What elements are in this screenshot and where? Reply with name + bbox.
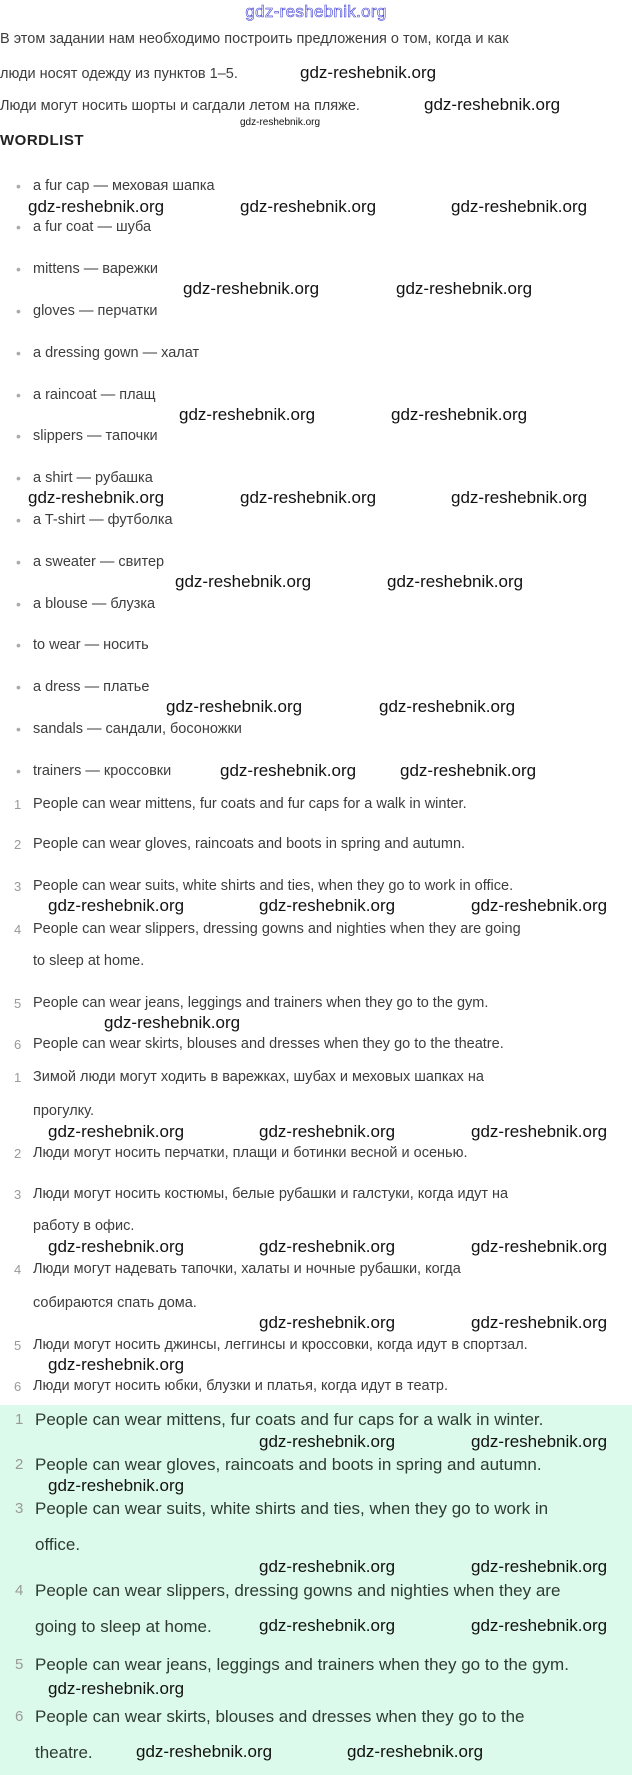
highlighted-answer-line: office. bbox=[35, 1535, 81, 1554]
english-answer-line: People can wear suits, white shirts and ties, when they go to work in office. bbox=[33, 878, 514, 894]
bullet-icon: • bbox=[16, 470, 21, 486]
watermark-text: gdz-reshebnik.org bbox=[400, 761, 537, 780]
english-answer-line: People can wear slippers, dressing gowns and nighties when they are going bbox=[33, 921, 521, 937]
watermark-text: gdz-reshebnik.org bbox=[471, 1557, 608, 1576]
bullet-icon: • bbox=[16, 554, 21, 570]
answer-number: 4 bbox=[15, 1582, 24, 1599]
wordlist-item: a dress — платье bbox=[33, 679, 150, 695]
answer-number: 2 bbox=[14, 1146, 22, 1161]
highlighted-answer-line: People can wear suits, white shirts and ties, when they go to work in bbox=[35, 1499, 549, 1518]
bullet-icon: • bbox=[16, 178, 21, 194]
watermark-text: gdz-reshebnik.org bbox=[28, 197, 165, 216]
watermark-text: gdz-reshebnik.org bbox=[259, 1557, 396, 1576]
watermark-text: gdz-reshebnik.org bbox=[175, 572, 312, 591]
english-answer-line: People can wear mittens, fur coats and fur caps for a walk in winter. bbox=[33, 796, 467, 812]
russian-answer-line: прогулку. bbox=[33, 1103, 94, 1119]
watermark-text: gdz-reshebnik.org bbox=[48, 1355, 185, 1374]
watermark-text: gdz-reshebnik.org bbox=[396, 279, 533, 298]
watermark-text: gdz-reshebnik.org bbox=[387, 572, 524, 591]
site-logo-watermark[interactable]: gdz-reshebnik.org bbox=[245, 2, 387, 21]
watermark-text: gdz-reshebnik.org bbox=[471, 1237, 608, 1256]
watermark-text: gdz-reshebnik.org bbox=[48, 1122, 185, 1141]
wordlist-item: a T-shirt — футболка bbox=[33, 512, 173, 528]
watermark-text: gdz-reshebnik.org bbox=[183, 279, 320, 298]
highlighted-answer-line: People can wear mittens, fur coats and fur caps for a walk in winter. bbox=[35, 1410, 544, 1429]
wordlist-item: a sweater — свитер bbox=[33, 554, 165, 570]
highlighted-answer-line: going to sleep at home. bbox=[35, 1617, 212, 1636]
bullet-icon: • bbox=[16, 512, 21, 528]
wordlist-item: gloves — перчатки bbox=[33, 303, 158, 319]
wordlist-item: a dressing gown — халат bbox=[33, 345, 200, 361]
watermark-text: gdz-reshebnik.org bbox=[347, 1742, 484, 1761]
bullet-icon: • bbox=[16, 387, 21, 403]
russian-answer-line: Люди могут носить джинсы, леггинсы и кроссовки, когда идут в спортзал. bbox=[33, 1337, 528, 1353]
watermark-text: gdz-reshebnik.org bbox=[451, 488, 588, 507]
answer-number: 5 bbox=[14, 996, 22, 1011]
answer-number: 2 bbox=[15, 1456, 24, 1473]
watermark-text: gdz-reshebnik.org bbox=[179, 405, 316, 424]
intro-line-2: люди носят одежду из пунктов 1–5. bbox=[0, 66, 238, 82]
watermark-text: gdz-reshebnik.org bbox=[391, 405, 528, 424]
bullet-icon: • bbox=[16, 428, 21, 444]
answer-number: 3 bbox=[14, 1187, 22, 1202]
answer-number: 6 bbox=[14, 1379, 22, 1394]
watermark-text: gdz-reshebnik.org bbox=[48, 896, 185, 915]
answer-number: 2 bbox=[14, 837, 22, 852]
answer-number: 5 bbox=[15, 1656, 24, 1673]
watermark-text: gdz-reshebnik.org bbox=[424, 95, 561, 114]
russian-answer-line: Люди могут носить юбки, блузки и платья, когда идут в театр. bbox=[33, 1378, 448, 1394]
watermark-text: gdz-reshebnik.org bbox=[48, 1237, 185, 1256]
russian-answer-line: работу в офис. bbox=[33, 1218, 135, 1234]
wordlist-item: to wear — носить bbox=[33, 637, 149, 653]
watermark-text: gdz-reshebnik.org bbox=[48, 1679, 185, 1698]
wordlist-item: sandals — сандали, босоножки bbox=[33, 721, 242, 737]
watermark-text: gdz-reshebnik.org bbox=[259, 1432, 396, 1451]
highlighted-answer-line: People can wear slippers, dressing gowns and nighties when they are bbox=[35, 1581, 561, 1600]
wordlist-item: slippers — тапочки bbox=[33, 428, 158, 444]
bullet-icon: • bbox=[16, 303, 21, 319]
watermark-text: gdz-reshebnik.org bbox=[136, 1742, 273, 1761]
answer-number: 6 bbox=[14, 1037, 22, 1052]
bullet-icon: • bbox=[16, 637, 21, 653]
bullet-icon: • bbox=[16, 679, 21, 695]
intro-example: Люди могут носить шорты и сагдали летом на пляже. bbox=[0, 98, 360, 114]
answer-number: 4 bbox=[14, 922, 22, 937]
highlighted-answer-line: People can wear jeans, leggings and trainers when they go to the gym. bbox=[35, 1655, 569, 1674]
bullet-icon: • bbox=[16, 763, 21, 779]
russian-answer-line: Люди могут носить костюмы, белые рубашки и галстуки, когда идут на bbox=[33, 1186, 509, 1202]
answer-number: 1 bbox=[14, 1070, 22, 1085]
watermark-text: gdz-reshebnik.org bbox=[471, 896, 608, 915]
english-answer-line: to sleep at home. bbox=[33, 953, 145, 969]
bullet-icon: • bbox=[16, 596, 21, 612]
english-answer-line: People can wear gloves, raincoats and boots in spring and autumn. bbox=[33, 836, 466, 852]
bullet-icon: • bbox=[16, 345, 21, 361]
watermark-text: gdz-reshebnik.org bbox=[471, 1432, 608, 1451]
english-answer-line: People can wear jeans, leggings and trainers when they go to the gym. bbox=[33, 995, 489, 1011]
watermark-text: gdz-reshebnik.org bbox=[240, 117, 321, 128]
watermark-text: gdz-reshebnik.org bbox=[259, 1122, 396, 1141]
answer-number: 6 bbox=[15, 1708, 24, 1725]
watermark-text: gdz-reshebnik.org bbox=[471, 1313, 608, 1332]
answer-number: 3 bbox=[14, 879, 22, 894]
watermark-text: gdz-reshebnik.org bbox=[104, 1013, 241, 1032]
intro-line-1: В этом задании нам необходимо построить предложения о том, когда и как bbox=[0, 31, 509, 47]
watermark-text: gdz-reshebnik.org bbox=[471, 1122, 608, 1141]
russian-answer-line: Зимой люди могут ходить в варежках, шубах и меховых шапках на bbox=[33, 1069, 484, 1085]
watermark-text: gdz-reshebnik.org bbox=[471, 1616, 608, 1635]
wordlist-item: a raincoat — плащ bbox=[33, 387, 156, 403]
watermark-text: gdz-reshebnik.org bbox=[48, 1476, 185, 1495]
watermark-text: gdz-reshebnik.org bbox=[300, 63, 437, 82]
highlighted-answer-line: People can wear gloves, raincoats and boots in spring and autumn. bbox=[35, 1455, 542, 1474]
watermark-text: gdz-reshebnik.org bbox=[28, 488, 165, 507]
watermark-text: gdz-reshebnik.org bbox=[240, 488, 377, 507]
watermark-text: gdz-reshebnik.org bbox=[259, 1616, 396, 1635]
watermark-text: gdz-reshebnik.org bbox=[379, 697, 516, 716]
answer-number: 1 bbox=[14, 797, 22, 812]
watermark-text: gdz-reshebnik.org bbox=[220, 761, 357, 780]
watermark-text: gdz-reshebnik.org bbox=[240, 197, 377, 216]
answer-number: 1 bbox=[15, 1411, 24, 1428]
answer-number: 3 bbox=[15, 1500, 24, 1517]
wordlist-item: a fur cap — меховая шапка bbox=[33, 178, 215, 194]
bullet-icon: • bbox=[16, 219, 21, 235]
wordlist-item: a blouse — блузка bbox=[33, 596, 156, 612]
bullet-icon: • bbox=[16, 261, 21, 277]
highlighted-answer-line: theatre. bbox=[35, 1743, 93, 1762]
answer-number: 5 bbox=[14, 1338, 22, 1353]
answer-number: 4 bbox=[14, 1262, 22, 1277]
russian-answer-line: Люди могут надевать тапочки, халаты и ночные рубашки, когда bbox=[33, 1261, 461, 1277]
russian-answer-line: собираются спать дома. bbox=[33, 1295, 197, 1311]
english-answer-line: People can wear skirts, blouses and dresses when they go to the theatre. bbox=[33, 1036, 504, 1052]
watermark-text: gdz-reshebnik.org bbox=[259, 896, 396, 915]
wordlist-heading: WORDLIST bbox=[0, 132, 84, 149]
bullet-icon: • bbox=[16, 721, 21, 737]
watermark-text: gdz-reshebnik.org bbox=[259, 1237, 396, 1256]
wordlist-item: trainers — кроссовки bbox=[33, 763, 172, 779]
highlighted-answer-line: People can wear skirts, blouses and dresses when they go to the bbox=[35, 1707, 525, 1726]
wordlist-item: mittens — варежки bbox=[33, 261, 159, 277]
russian-answer-line: Люди могут носить перчатки, плащи и ботинки весной и осенью. bbox=[33, 1145, 468, 1161]
wordlist-item: a fur coat — шуба bbox=[33, 219, 152, 235]
watermark-text: gdz-reshebnik.org bbox=[166, 697, 303, 716]
watermark-text: gdz-reshebnik.org bbox=[451, 197, 588, 216]
wordlist-item: a shirt — рубашка bbox=[33, 470, 153, 486]
watermark-text: gdz-reshebnik.org bbox=[259, 1313, 396, 1332]
